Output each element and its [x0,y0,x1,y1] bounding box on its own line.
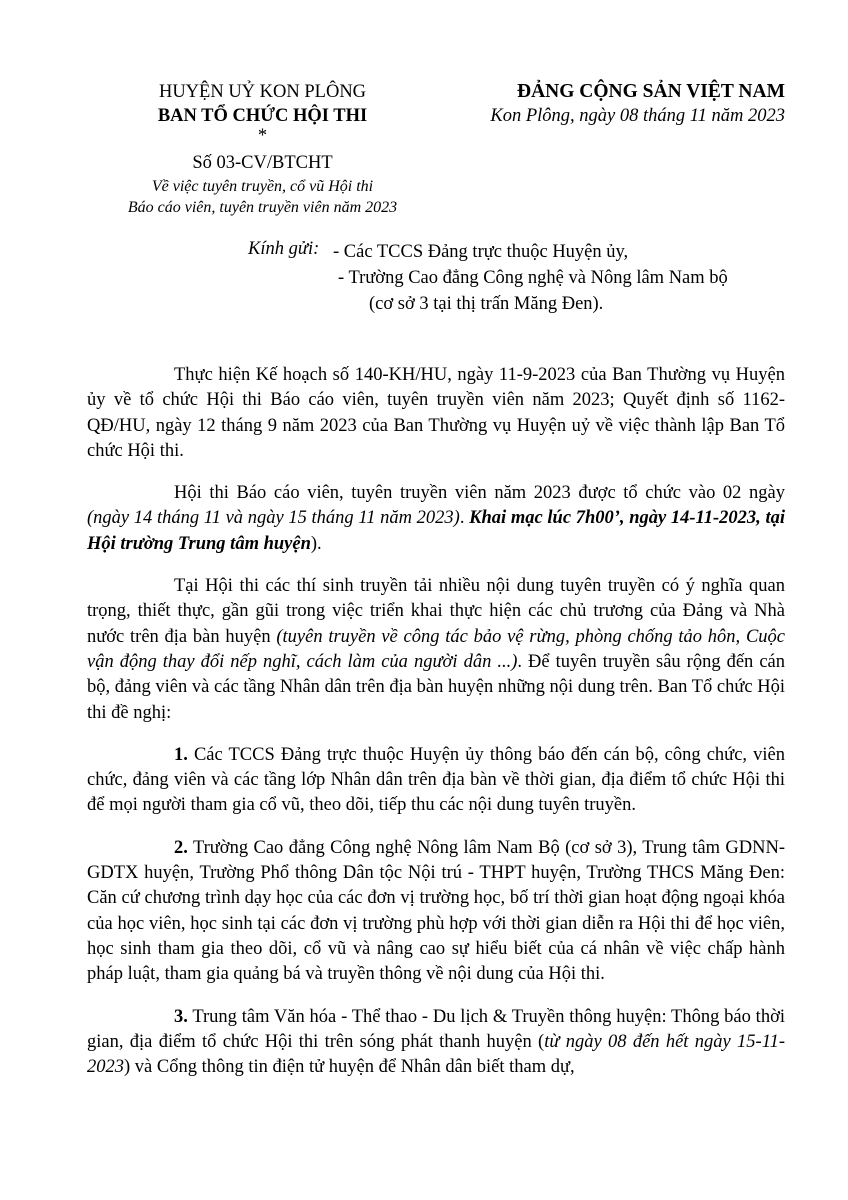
paragraph-3-text: Tại Hội thi các thí sinh truyền tải nhiều nội dung tuyên truyền có ý nghĩa quan trọng, thiết thực, gần gũi trong việc triển khai thực hiện các chủ trương của Đảng và Nhà nước trên địa bàn huyện [87,576,785,647]
paragraph-2-dates: (ngày 14 tháng 11 và ngày 15 tháng 11 năm 2023) [87,508,460,529]
item-1-number: 1. [174,744,188,765]
item-3-end: ) và Cổng thông tin điện tử huyện để Nhân dân biết tham dự, [124,1057,575,1078]
document-number: Số 03-CV/BTCHT [192,153,333,173]
paragraph-item-3 [87,1005,785,1081]
paragraph-1: Thực hiện Kế hoạch số 140-KH/HU, ngày 11-9-2023 của Ban Thường vụ Huyện ủy về tổ chức Hội thi Báo cáo viên, tuyên truyền viên năm 2023; Quyết định số 1162-QĐ/HU, ngày 12 tháng 9 năm 2023 của Ban Thường vụ Huyện uỷ về việc thành lập Ban Tổ chức Hội thi. [87,365,785,461]
place-date: Kon Plông, ngày 08 tháng 11 năm 2023 [490,106,785,126]
paragraph-2-end: ). [310,533,322,554]
item-3-number: 3. [174,1006,188,1027]
paragraph-2 [87,481,785,557]
paragraph-3 [87,574,785,726]
paragraph-3-topics: (tuyên truyền về công tác bảo vệ rừng, phòng chống tảo hôn, Cuộc vận động thay đổi nếp nghĩ, cách làm của người dân ...) [87,626,785,672]
paragraph-2-sep: . [459,508,470,529]
paragraph-2-text: Hội thi Báo cáo viên, tuyên truyền viên năm 2023 được tổ chức vào 02 ngày [174,483,785,504]
recipients-label: Kính gửi: [248,239,320,259]
item-3-text: Trung tâm Văn hóa - Thể thao - Du lịch & Truyền thông huyện: Thông báo thời gian, địa điểm tổ chức Hội thi trên sóng phát thanh huyện ( [87,1006,785,1052]
org-name-line1: HUYỆN UỶ KON PLÔNG [158,82,367,102]
paragraph-item-2 [87,836,785,988]
subject-line1: Về việc tuyên truyền, cổ vũ Hội thi [151,178,374,195]
subject-line2: Báo cáo viên, tuyên truyền viên năm 2023 [127,199,398,216]
item-3-dates: từ ngày 08 đến hết ngày 15-11-2023 [87,1031,785,1078]
paragraph-3-end: . Để tuyên truyền sâu rộng đến cán bộ, đảng viên và các tầng Nhân dân trên địa bàn huyện những nội dung trên. Ban Tổ chức Hội thi đề nghị: [87,651,785,723]
header-left [100,80,425,218]
item-1-text: Các TCCS Đảng trực thuộc Huyện ủy thông báo đến cán bộ, công chức, viên chức, đảng viên và các tầng lớp Nhân dân trên địa bàn về thời gian, địa điểm tổ chức Hội thi để mọi người tham gia cổ vũ, theo dõi, tiếp thu các nội dung tuyên truyền. [87,744,785,816]
item-2-text: Trường Cao đẳng Công nghệ Nông lâm Nam Bộ (cơ sở 3), Trung tâm GDNN-GDTX huyện, Trường Phổ thông Dân tộc Nội trú - THPT huyện, Trường THCS Măng Đen: Căn cứ chương trình dạy học của các đơn vị trường học, bố trí thời gian hoạt động ngoại khóa của học viên, học sinh tại các đơn vị trường phù hợp với thời gian diễn ra Hội thi để học viên, học sinh tham gia theo dõi, cổ vũ và nâng cao sự hiểu biết của cá nhân về việc chấp hành pháp luật, tham gia quảng bá và truyền thông về nội dung của Hội thi. [87,837,785,985]
recipient-line2: - Trường Cao đẳng Công nghệ và Nông lâm Nam bộ [338,268,728,288]
paragraph-2-opening: Khai mạc lúc 7h00’, ngày 14-11-2023, tại Hội trường Trung tâm huyện [87,508,786,554]
document-body [87,363,785,1080]
paragraph-item-1 [87,743,785,819]
org-name-line2: BAN TỔ CHỨC HỘI THI [157,106,368,126]
item-2-number: 2. [174,837,188,858]
recipient-line3: (cơ sở 3 tại thị trấn Măng Đen). [369,294,604,314]
recipient-line1: - Các TCCS Đảng trực thuộc Huyện ủy, [333,242,629,262]
header-star: * [257,126,268,146]
party-name: ĐẢNG CỘNG SẢN VIỆT NAM [517,81,785,102]
header-right [440,80,785,128]
